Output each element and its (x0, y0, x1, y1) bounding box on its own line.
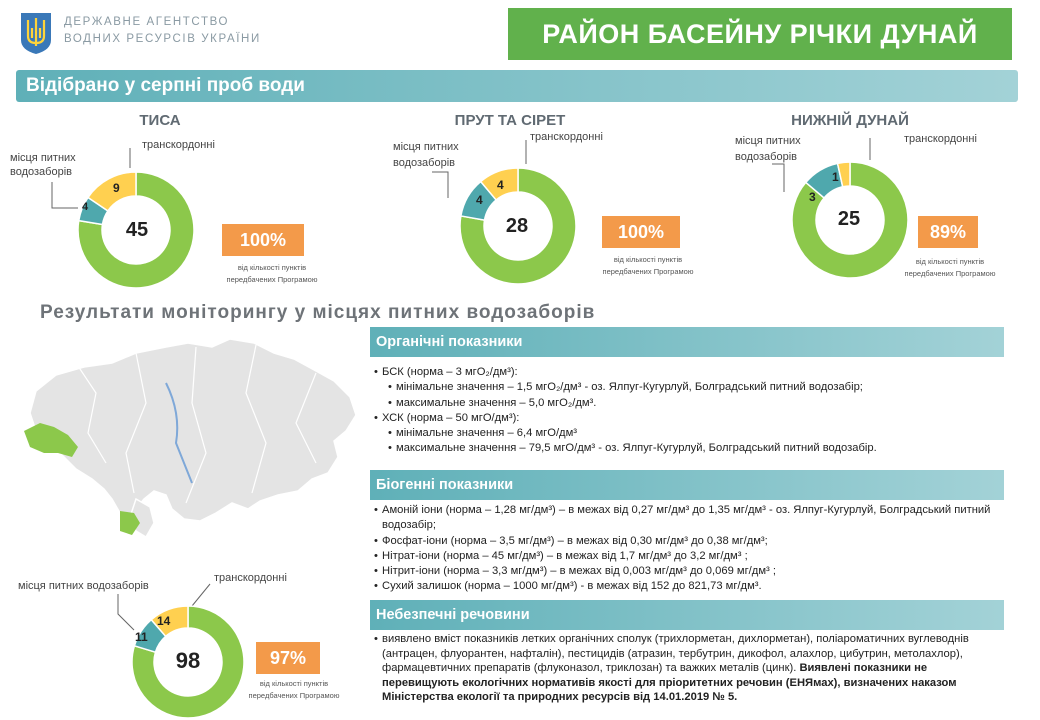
note-line: передбачених Програмою (226, 275, 318, 284)
donut-drinking-prut: 4 (476, 193, 483, 207)
note-line: від кількості пунктів (259, 679, 329, 688)
label-transboundary-overall: транскордонні (214, 572, 287, 584)
percent-note-lower-danube (890, 256, 1010, 280)
hazardous-conclusion: Виявлені показники не перевищують екологічних нормативів якості для пріоритетних речовин (ЕНЯмах), визначених наказом Міністерства екології та природних ресурсів від 14.01.2019 № 5. (382, 662, 957, 703)
trident-emblem-icon (18, 10, 54, 56)
agency-name (64, 14, 324, 48)
leader-line (118, 594, 134, 630)
label-transboundary: транскордонні (904, 133, 977, 145)
label-drinking-l1: місця питних (393, 141, 459, 153)
label-drinking-l1: місця питних (10, 152, 76, 164)
leader-line (772, 164, 784, 192)
donut-title-tysa: ТИСА (139, 112, 181, 129)
donut-chart-overall (0, 580, 260, 720)
biogenic-item: • Фосфат-іони (норма – 3,5 мг/дм³) – в межах від 0,30 мг/дм³ до 0,38 мг/дм³; (370, 534, 1004, 549)
page-title: РАЙОН БАСЕЙНУ РІЧКИ ДУНАЙ (508, 8, 1012, 60)
organic-item: • БСК (норма – 3 мгО₂/дм³): (370, 365, 1004, 380)
hazardous-list (370, 632, 1004, 705)
organic-list (370, 365, 1004, 457)
donut-transboundary-overall: 14 (157, 614, 171, 628)
label-drinking-l1: місця питних (735, 135, 801, 147)
biogenic-item: • Амоній іони (норма – 1,28 мг/дм³) – в межах від 0,27 мг/дм³ до 1,35 мг/дм³ - оз. Ялпуг-Кугурлуй, Болградський питний водозабір; (370, 503, 1004, 534)
leader-line (192, 584, 210, 606)
biogenic-item: • Сухий залишок (норма – 1000 мг/дм³) - в межах від 152 до 821,73 мг/дм³. (370, 579, 1004, 594)
biogenic-list (370, 503, 1004, 595)
biogenic-item: • Нітрат-іони (норма – 45 мг/дм³) – в межах від 1,7 мг/дм³ до 3,2 мг/дм³ ; (370, 549, 1004, 564)
hazardous-text: виявлено вміст показників летких органічних сполук (трихлорметан, дихлорметан), поліароматичних вуглеводнів (антрацен, флуорантен, нафталін), пестицидів (атразин, тербутрин, дикофол, алахлор, цибутрин, метолахлор), фармацевтичних препаратів (флуконазол, триклозан) та важких металів (цинк). (382, 633, 969, 674)
percent-badge-prut: 100% (602, 216, 680, 248)
hazardous-section-header: Небезпечні речовини (370, 600, 1004, 630)
biogenic-item: • Нітрит-іони (норма – 3,3 мг/дм³) – в межах від 0,003 мг/дм³ до 0,069 мг/дм³ ; (370, 564, 1004, 579)
hazardous-item (370, 632, 1004, 705)
percent-note-tysa (212, 262, 332, 286)
donut-total-overall: 98 (175, 648, 201, 673)
label-drinking-l2: водозаборів (10, 166, 72, 178)
donut-transboundary-lower-danube: 1 (832, 170, 839, 184)
note-line: передбачених Програмою (602, 267, 694, 276)
donut-total-tysa: 45 (125, 219, 149, 241)
organic-item: • ХСК (норма – 50 мгО/дм³): (370, 411, 1004, 426)
organic-item: • максимальне значення – 79,5 мгО/дм³ - оз. Ялпуг-Кугурлуй, Болградський питний водозабір. (370, 441, 1004, 456)
leader-line (52, 182, 78, 208)
donut-drinking-overall: 11 (135, 630, 148, 644)
donut-title-prut: ПРУТ ТА СІРЕТ (454, 112, 566, 129)
label-drinking-l2: водозаборів (393, 157, 455, 169)
agency-line-1: ДЕРЖАВНЕ АГЕНТСТВО (64, 16, 230, 28)
donut-total-prut: 28 (505, 215, 529, 237)
percent-badge-overall: 97% (256, 642, 320, 674)
donut-drinking-lower-danube: 3 (809, 190, 816, 204)
donut-title-lower-danube: НИЖНІЙ ДУНАЙ (791, 112, 909, 129)
results-title: Результати моніторингу у місцях питних водозаборів (40, 302, 596, 323)
leader-line (432, 172, 448, 198)
note-line: передбачених Програмою (904, 269, 996, 278)
organic-item: • мінімальне значення – 1,5 мгО₂/дм³ - оз. Ялпуг-Кугурлуй, Болградський питний водозабір; (370, 380, 1004, 395)
samples-band-title: Відібрано у серпні проб води (16, 70, 1018, 102)
donut-transboundary-prut: 4 (497, 178, 504, 192)
percent-note-overall (234, 678, 354, 702)
label-drinking-overall: місця питних водозаборів (18, 580, 149, 592)
organic-section-header: Органічні показники (370, 327, 1004, 357)
percent-note-prut (588, 254, 708, 278)
organic-item: • мінімальне значення – 6,4 мгО/дм³ (370, 426, 1004, 441)
donut-drinking-tysa: 4 (82, 201, 89, 213)
ukraine-map (16, 323, 364, 571)
note-line: від кількості пунктів (237, 263, 307, 272)
donut-total-lower-danube: 25 (837, 208, 861, 230)
label-transboundary: транскордонні (530, 131, 603, 143)
note-line: від кількості пунктів (613, 255, 683, 264)
biogenic-section-header: Біогенні показники (370, 470, 1004, 500)
donut-transboundary-tysa: 9 (113, 181, 120, 195)
percent-badge-tysa: 100% (222, 224, 304, 256)
agency-line-2: ВОДНИХ РЕСУРСІВ УКРАЇНИ (64, 33, 261, 45)
note-line: від кількості пунктів (915, 257, 985, 266)
label-drinking-l2: водозаборів (735, 151, 797, 163)
percent-badge-lower-danube: 89% (918, 216, 978, 248)
label-transboundary: транскордонні (142, 139, 215, 151)
note-line: передбачених Програмою (248, 691, 340, 700)
organic-item: • максимальне значення – 5,0 мгО₂/дм³. (370, 396, 1004, 411)
